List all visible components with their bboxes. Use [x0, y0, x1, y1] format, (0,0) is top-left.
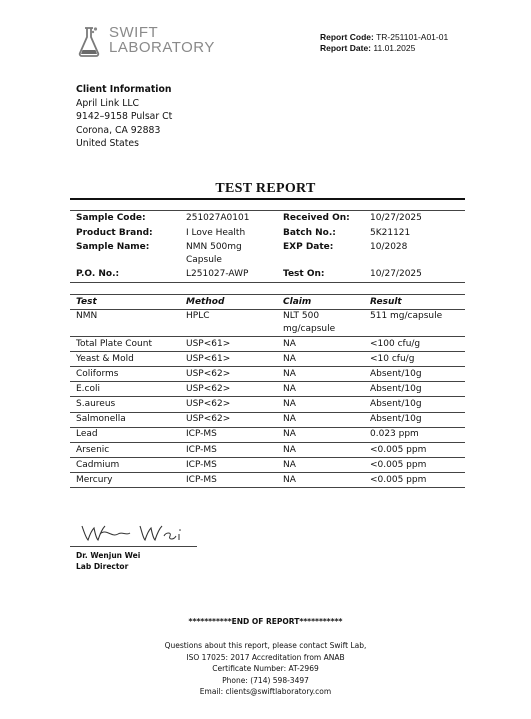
column-header-test: Test [70, 295, 180, 310]
client-country: United States [76, 138, 139, 149]
cell-test: E.coli [70, 382, 180, 397]
cell-method: HPLC [180, 309, 277, 337]
client-heading: Client Information [76, 84, 172, 95]
info-row [70, 240, 465, 267]
info-row [70, 267, 465, 282]
table-row [70, 309, 465, 337]
logo-line-swift: SWIFT [109, 24, 159, 41]
cell-result: 0.023 ppm [364, 427, 465, 442]
sample-code: 251027A0101 [180, 211, 277, 226]
report-code: TR-251101-A01-01 [376, 32, 449, 42]
exp-date-label: EXP Date: [283, 242, 334, 252]
cell-claim: NA [277, 382, 364, 397]
column-header-claim: Claim [277, 295, 364, 310]
claim-line1: NLT 500 [283, 311, 320, 322]
po-no-label: P.O. No.: [70, 267, 180, 282]
handwritten-signature [78, 518, 198, 546]
cell-method: USP<62> [180, 382, 277, 397]
footer-line: Phone: (714) 598-3497 [222, 675, 309, 685]
cell-test: Coliforms [70, 367, 180, 382]
cell-test: Cadmium [70, 457, 180, 472]
sample-name-line1: NMN 500mg [186, 242, 242, 252]
received-on-label: Received On: [277, 211, 364, 226]
cell-claim: NA [277, 337, 364, 352]
table-row [70, 472, 465, 487]
logo-line-laboratory: LABORATORY [109, 39, 215, 56]
page-title: TEST REPORT [215, 181, 316, 196]
cell-test: Lead [70, 427, 180, 442]
table-row [70, 352, 465, 367]
client-city: Corona, CA 92883 [76, 124, 161, 136]
cell-method: ICP-MS [180, 472, 277, 487]
sample-name [180, 240, 277, 267]
footer-contact [0, 640, 531, 698]
flask-icon [76, 26, 106, 58]
footer-line: Email: clients@swiftlaboratory.com [199, 687, 332, 697]
footer-line: Questions about this report, please contact Swift Lab, [164, 641, 367, 650]
cell-result: Absent/10g [364, 397, 465, 412]
cell-method: USP<61> [180, 337, 277, 352]
table-row [70, 412, 465, 427]
cell-test: Mercury [70, 472, 180, 487]
client-name: April Link LLC [76, 97, 140, 109]
cell-result: Absent/10g [364, 382, 465, 397]
cell-result: <100 cfu/g [364, 337, 465, 352]
batch-no: 5K21121 [370, 227, 411, 238]
cell-test: Salmonella [70, 412, 180, 427]
cell-claim: NA [277, 397, 364, 412]
sample-code-label: Sample Code: [70, 211, 180, 226]
cell-test: Arsenic [70, 442, 180, 457]
cell-method: ICP-MS [180, 427, 277, 442]
cell-test: NMN [70, 309, 180, 337]
cell-claim: NA [277, 367, 364, 382]
results-header-row [70, 295, 465, 310]
batch-no-label: Batch No.: [283, 227, 336, 238]
cell-claim: NA [277, 457, 364, 472]
signatory-role: Lab Director [76, 562, 129, 571]
client-information [76, 83, 172, 151]
cell-method: USP<62> [180, 367, 277, 382]
cell-method: USP<62> [180, 397, 277, 412]
signatory-name: Dr. Wenjun Wei [76, 551, 141, 560]
claim-line2: mg/capsule [283, 323, 336, 334]
end-of-report: ***********END OF REPORT*********** [188, 617, 343, 626]
column-header-method: Method [180, 295, 277, 310]
cell-method: USP<62> [180, 412, 277, 427]
cell-claim: NA [277, 427, 364, 442]
test-on-label: Test On: [277, 267, 364, 282]
cell-result: <10 cfu/g [364, 352, 465, 367]
cell-result: <0.005 ppm [364, 457, 465, 472]
product-brand: I Love Health [186, 227, 246, 238]
cell-claim: NA [277, 472, 364, 487]
sample-info-table [70, 210, 465, 283]
cell-test: Yeast & Mold [70, 352, 180, 367]
cell-claim: NA [277, 412, 364, 427]
table-row [70, 442, 465, 457]
table-row [70, 382, 465, 397]
cell-method: ICP-MS [180, 442, 277, 457]
exp-date: 10/2028 [370, 242, 408, 252]
report-date: 11.01.2025 [373, 43, 416, 53]
cell-method: USP<61> [180, 352, 277, 367]
results-table [70, 294, 465, 488]
cell-test: Total Plate Count [70, 337, 180, 352]
table-row [70, 397, 465, 412]
cell-result: Absent/10g [364, 367, 465, 382]
cell-claim: NA [277, 352, 364, 367]
signature-line [70, 546, 197, 547]
sample-name-line2: Capsule [186, 254, 222, 265]
report-meta [320, 32, 448, 54]
table-row [70, 367, 465, 382]
cell-result: <0.005 ppm [364, 442, 465, 457]
signatory [76, 550, 140, 572]
product-brand-label: Product Brand: [76, 227, 153, 238]
table-row [70, 427, 465, 442]
table-row [70, 337, 465, 352]
info-row [70, 211, 465, 226]
po-no: L251027-AWP [180, 267, 277, 282]
info-row [70, 226, 465, 241]
cell-result: 511 mg/capsule [364, 309, 465, 337]
cell-test: S.aureus [70, 397, 180, 412]
cell-result: Absent/10g [364, 412, 465, 427]
cell-result: <0.005 ppm [364, 472, 465, 487]
client-street: 9142–9158 Pulsar Ct [76, 111, 173, 122]
footer-line: ISO 17025: 2017 Accreditation from ANAB [186, 652, 345, 662]
cell-method: ICP-MS [180, 457, 277, 472]
footer-line: Certificate Number: AT-2969 [212, 664, 319, 674]
logo-wordmark [109, 26, 215, 56]
column-header-result: Result [364, 295, 465, 310]
title-divider [70, 198, 465, 200]
sample-name-label: Sample Name: [76, 242, 150, 252]
report-date-label: Report Date: [320, 43, 372, 53]
test-on: 10/27/2025 [364, 267, 465, 282]
cell-claim [277, 309, 364, 337]
table-row [70, 457, 465, 472]
cell-claim: NA [277, 442, 364, 457]
report-code-label: Report Code: [320, 32, 374, 42]
received-on: 10/27/2025 [364, 211, 465, 226]
